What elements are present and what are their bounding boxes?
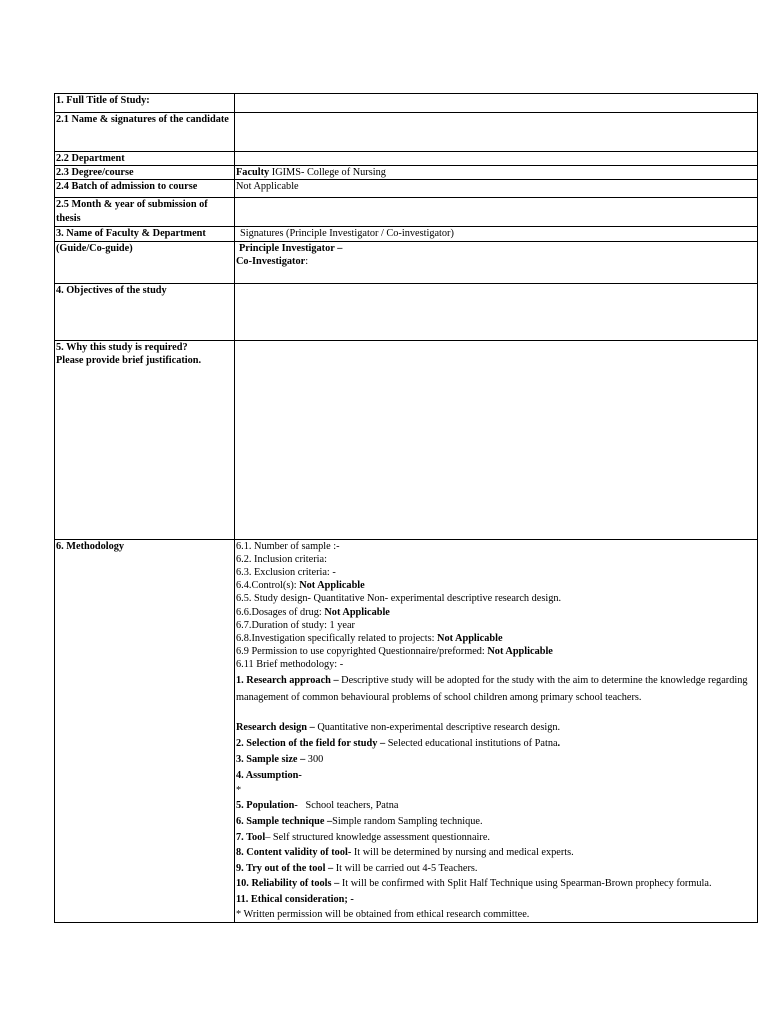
label-faculty: 3. Name of Faculty & Department xyxy=(55,227,235,241)
method-text: 6.4.Control(s): xyxy=(236,580,300,592)
principle-investigator-dash: – xyxy=(334,242,343,254)
field-selection-text: Selected educational institutions of Patna xyxy=(387,737,558,749)
row-guide xyxy=(55,241,758,283)
method-line xyxy=(236,606,756,619)
method-line xyxy=(236,645,756,658)
method-line xyxy=(236,632,756,645)
row-faculty xyxy=(55,227,758,241)
method-line: 6.5. Study design- Quantitative Non- experimental descriptive research design. xyxy=(236,593,562,605)
value-guide xyxy=(235,241,758,283)
reliability xyxy=(236,876,756,892)
method-line: 6.2. Inclusion criteria: xyxy=(236,553,327,565)
row-candidate xyxy=(55,113,758,152)
row-department xyxy=(55,152,758,166)
method-bold: Not Applicable xyxy=(487,646,553,658)
row-submission xyxy=(55,198,758,227)
assumption xyxy=(236,768,756,783)
field-selection-label: 2. Selection of the field for study – xyxy=(236,737,388,749)
row-degree xyxy=(55,166,758,180)
tool-label: 7. Tool xyxy=(236,831,266,843)
label-full-title: 1. Full Title of Study: xyxy=(55,94,235,113)
label-justification-2: Please provide brief justification. xyxy=(56,354,202,366)
reliability-label: 10. Reliability of tools – xyxy=(236,877,342,889)
method-line: 6.7.Duration of study: 1 year xyxy=(236,619,355,631)
label-submission: 2.5 Month & year of submission of thesis xyxy=(55,198,235,227)
label-justification xyxy=(55,340,235,539)
research-approach-label: 1. Research approach – xyxy=(236,674,342,686)
spacer xyxy=(236,706,756,720)
method-text: 6.6.Dosages of drug: xyxy=(236,606,325,618)
value-signatures: Signatures (Principle Investigator / Co-investigator) xyxy=(235,227,758,241)
label-guide: (Guide/Co-guide) xyxy=(55,241,235,283)
ethical xyxy=(236,892,756,907)
method-bold: Not Applicable xyxy=(324,606,390,618)
row-objectives xyxy=(55,283,758,340)
value-objectives xyxy=(235,283,758,340)
value-degree xyxy=(235,166,758,180)
try-out-label: 9. Try out of the tool – xyxy=(236,862,336,874)
value-full-title xyxy=(235,94,758,113)
study-form-table xyxy=(54,93,758,923)
method-text: 6.8.Investigation specifically related to projects: xyxy=(236,633,438,645)
sample-size xyxy=(236,752,756,768)
tool-text: – Self structured knowledge assessment questionnaire. xyxy=(265,831,490,843)
research-design-label: Research design – xyxy=(236,721,318,733)
row-full-title xyxy=(55,94,758,113)
research-approach xyxy=(236,672,756,706)
try-out xyxy=(236,861,756,876)
method-line: 6.11 Brief methodology: - xyxy=(236,659,344,671)
assumption-star: * xyxy=(236,784,242,796)
label-department: 2.2 Department xyxy=(55,152,235,166)
principle-investigator-label: Principle Investigator xyxy=(239,242,335,254)
research-approach-text: Descriptive study will be adopted for the study with the aim to determine the knowledge regarding management of common behavioural problems of school children among primary school teachers. xyxy=(236,674,748,703)
ethical-text: * Written permission will be obtained from ethical research committee. xyxy=(236,908,530,920)
content-validity-text: It will be determined by nursing and medical experts. xyxy=(353,846,574,858)
co-investigator-colon: : xyxy=(305,255,309,267)
ethical-label: 11. Ethical consideration; - xyxy=(236,893,354,905)
method-bold: Not Applicable xyxy=(437,633,503,645)
research-design xyxy=(236,720,756,736)
sample-technique-label: 6. Sample technique – xyxy=(236,815,333,827)
method-line: 6.1. Number of sample :- xyxy=(236,540,340,552)
co-investigator-label: Co-Investigator xyxy=(236,255,306,267)
value-methodology xyxy=(235,539,758,922)
try-out-text: It will be carried out 4-5 Teachers. xyxy=(335,862,478,874)
reliability-text: It will be confirmed with Split Half Technique using Spearman-Brown prophecy formula. xyxy=(341,877,712,889)
field-selection xyxy=(236,736,756,752)
value-degree-bold: Faculty xyxy=(236,167,270,179)
label-batch: 2.4 Batch of admission to course xyxy=(55,180,235,198)
label-methodology: 6. Methodology xyxy=(55,539,235,922)
sample-size-label: 3. Sample size – xyxy=(236,753,308,765)
sample-technique-text: Simple random Sampling technique. xyxy=(332,815,483,827)
label-candidate: 2.1 Name & signatures of the candidate xyxy=(55,113,235,152)
value-submission xyxy=(235,198,758,227)
value-degree-text: IGIMS- College of Nursing xyxy=(269,167,386,179)
row-methodology xyxy=(55,539,758,922)
field-selection-end: . xyxy=(557,737,561,749)
method-line: 6.3. Exclusion criteria: - xyxy=(236,567,336,579)
value-justification xyxy=(235,340,758,539)
label-justification-1: 5. Why this study is required? xyxy=(56,341,188,353)
population-label: 5. Population- xyxy=(236,799,298,811)
content-validity-label: 8. Content validity of tool- xyxy=(236,846,354,858)
research-design-text: Quantitative non-experimental descriptive research design. xyxy=(317,721,561,733)
value-candidate xyxy=(235,113,758,152)
sample-size-text: 300 xyxy=(307,753,324,765)
content-validity xyxy=(236,845,756,861)
assumption-label: 4. Assumption- xyxy=(236,769,302,781)
label-degree: 2.3 Degree/course xyxy=(55,166,235,180)
population xyxy=(236,798,756,814)
row-justification xyxy=(55,340,758,539)
row-batch xyxy=(55,180,758,198)
method-text: 6.9 Permission to use copyrighted Questionnaire/preformed: xyxy=(236,646,488,658)
population-text: School teachers, Patna xyxy=(297,799,399,811)
sample-technique xyxy=(236,814,756,830)
value-batch: Not Applicable xyxy=(235,180,758,198)
value-department xyxy=(235,152,758,166)
method-bold: Not Applicable xyxy=(299,580,365,592)
method-line xyxy=(236,579,756,592)
label-objectives: 4. Objectives of the study xyxy=(55,283,235,340)
tool xyxy=(236,830,756,845)
